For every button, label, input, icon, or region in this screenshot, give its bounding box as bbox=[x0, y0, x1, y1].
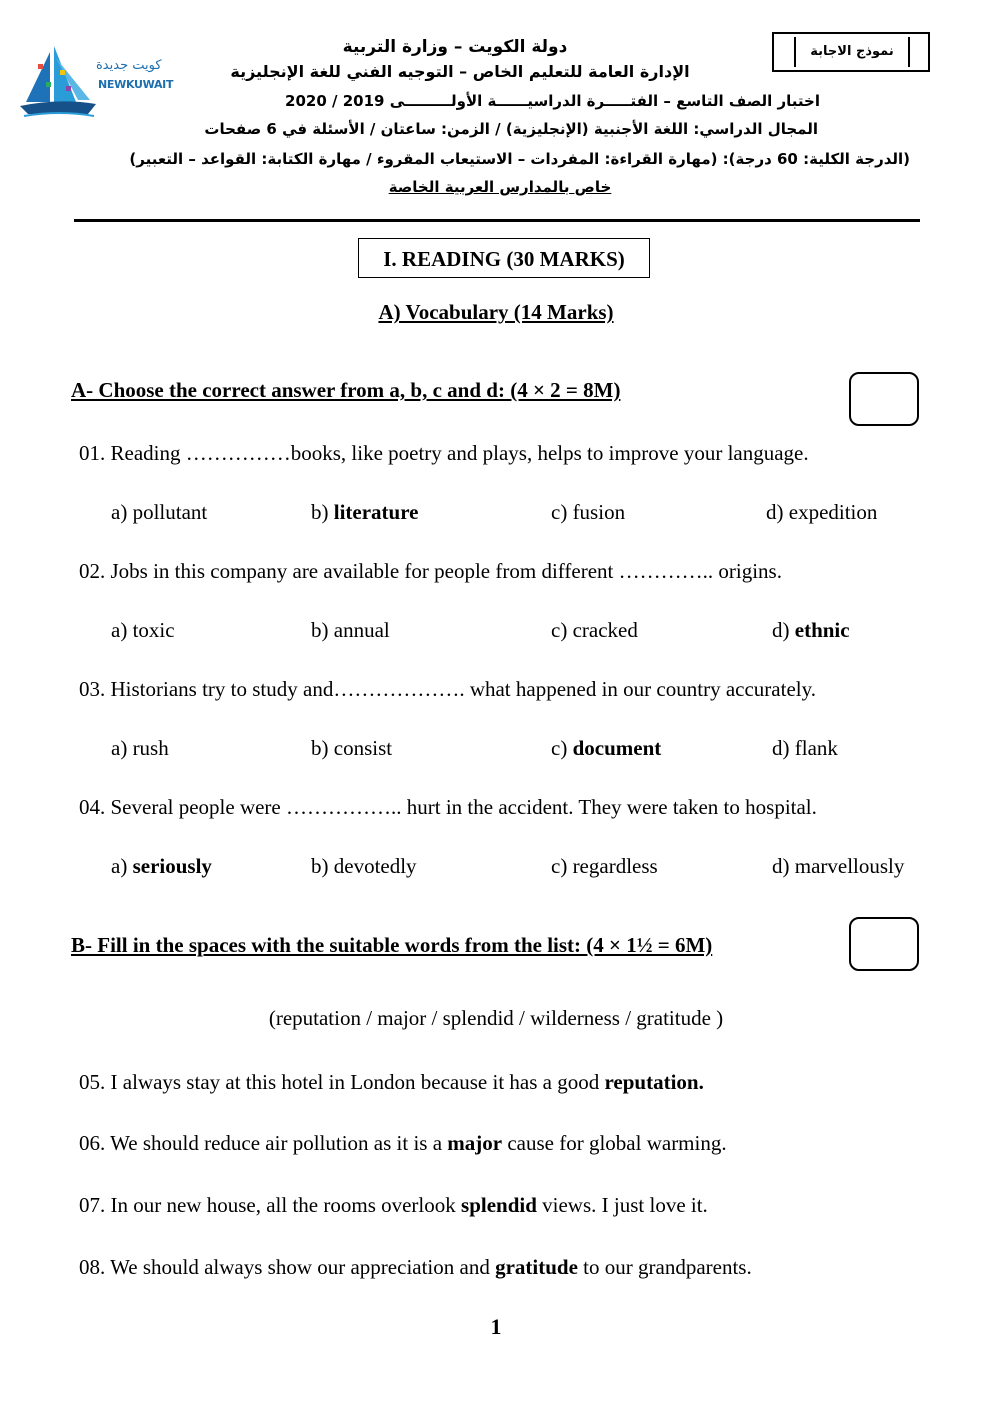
q01-option-b[interactable] bbox=[311, 500, 419, 525]
logo-arabic-text: كويت جديدة bbox=[96, 58, 162, 73]
q06-text-before: 06. We should reduce air pollution as it is a bbox=[79, 1131, 448, 1155]
logo-english-text: NEWKUWAIT bbox=[98, 78, 174, 91]
section-b-heading: B- Fill in the spaces with the suitable words from the list: (4 × 1½ = 6M) bbox=[71, 933, 713, 957]
q01-option-a[interactable]: a) pollutant bbox=[111, 500, 208, 524]
model-answer-label: نموذج الاجابة bbox=[794, 37, 910, 67]
q05-text-before: 05. I always stay at this hotel in London because it has a good bbox=[79, 1070, 605, 1094]
q02-option-c[interactable]: c) cracked bbox=[551, 618, 638, 642]
q02-option-a[interactable]: a) toxic bbox=[111, 618, 175, 642]
q02-option-d-prefix: d) bbox=[772, 618, 795, 642]
q01-option-b-answer: literature bbox=[333, 500, 419, 524]
section-b-score-box[interactable] bbox=[849, 917, 919, 971]
reading-title: I. READING (30 MARKS) bbox=[358, 238, 650, 278]
header-divider bbox=[74, 219, 920, 222]
q03-option-d[interactable]: d) flank bbox=[772, 736, 838, 760]
q08-text-before: 08. We should always show our appreciation and bbox=[79, 1255, 496, 1279]
section-a-score-box[interactable] bbox=[849, 372, 919, 426]
q08-answer: gratitude bbox=[495, 1255, 578, 1279]
header-line-3: اختبار الصف التاسع – الفتـــــرة الدراسيــــــة الأولـــــــــى 2019 / 2020 bbox=[285, 92, 820, 110]
page-number: 1 bbox=[490, 1314, 502, 1339]
header-line-4: المجال الدراسي: اللغة الأجنبية (الإنجليزية) / الزمن: ساعتان / الأسئلة في 6 صفحات bbox=[204, 120, 818, 138]
vocabulary-title: A) Vocabulary (14 Marks) bbox=[378, 300, 614, 324]
q03-option-c-answer: document bbox=[572, 736, 662, 760]
q04-option-a-prefix: a) bbox=[111, 854, 133, 878]
q04-option-d[interactable]: d) marvellously bbox=[772, 854, 905, 878]
question-05 bbox=[79, 1070, 704, 1095]
question-01: 01. Reading ……………books, like poetry and plays, helps to improve your language. bbox=[79, 441, 809, 465]
q05-answer: reputation. bbox=[604, 1070, 704, 1094]
q03-option-b[interactable]: b) consist bbox=[311, 736, 393, 760]
question-03: 03. Historians try to study and………………. what happened in our country accurately. bbox=[79, 677, 816, 701]
q04-option-a[interactable] bbox=[111, 854, 212, 879]
q07-text-after: views. I just love it. bbox=[536, 1193, 708, 1217]
header-line-6: خاص بالمدارس العربية الخاصة bbox=[388, 178, 612, 196]
q04-option-a-answer: seriously bbox=[132, 854, 212, 878]
q02-option-d-answer: ethnic bbox=[794, 618, 850, 642]
q02-option-d[interactable] bbox=[772, 618, 850, 643]
q02-option-b[interactable]: b) annual bbox=[311, 618, 390, 642]
header-line-2: الإدارة العامة للتعليم الخاص – التوجيه الفني للغة الإنجليزية bbox=[230, 62, 690, 81]
q03-option-c-prefix: c) bbox=[551, 736, 573, 760]
q06-text-after: cause for global warming. bbox=[502, 1131, 727, 1155]
section-a-heading: A- Choose the correct answer from a, b, c and d: (4 × 2 = 8M) bbox=[71, 378, 621, 402]
q06-answer: major bbox=[447, 1131, 503, 1155]
q03-option-a[interactable]: a) rush bbox=[111, 736, 169, 760]
q04-option-b[interactable]: b) devotedly bbox=[311, 854, 417, 878]
model-answer-box bbox=[772, 32, 930, 72]
q01-option-b-prefix: b) bbox=[311, 500, 334, 524]
header-line-1: دولة الكويت – وزارة التربية bbox=[342, 37, 568, 57]
q01-option-d[interactable]: d) expedition bbox=[766, 500, 878, 524]
question-02: 02. Jobs in this company are available for people from different ………….. origins. bbox=[79, 559, 782, 583]
word-list: (reputation / major / splendid / wilderness / gratitude ) bbox=[268, 1006, 724, 1030]
q07-text-before: 07. In our new house, all the rooms overlook bbox=[79, 1193, 462, 1217]
question-08 bbox=[79, 1255, 752, 1280]
q08-text-after: to our grandparents. bbox=[577, 1255, 752, 1279]
q04-option-c[interactable]: c) regardless bbox=[551, 854, 658, 878]
q01-option-c[interactable]: c) fusion bbox=[551, 500, 626, 524]
question-07 bbox=[79, 1193, 708, 1218]
header-line-5: (الدرجة الكلية: 60 درجة): (مهارة القراءة: المفردات – الاستيعاب المقروء / مهارة الكتابة: القواعد – التعبير) bbox=[129, 150, 910, 168]
q07-answer: splendid bbox=[461, 1193, 537, 1217]
question-04: 04. Several people were …………….. hurt in the accident. They were taken to hospital. bbox=[79, 795, 817, 819]
question-06 bbox=[79, 1131, 727, 1156]
q03-option-c[interactable] bbox=[551, 736, 661, 761]
